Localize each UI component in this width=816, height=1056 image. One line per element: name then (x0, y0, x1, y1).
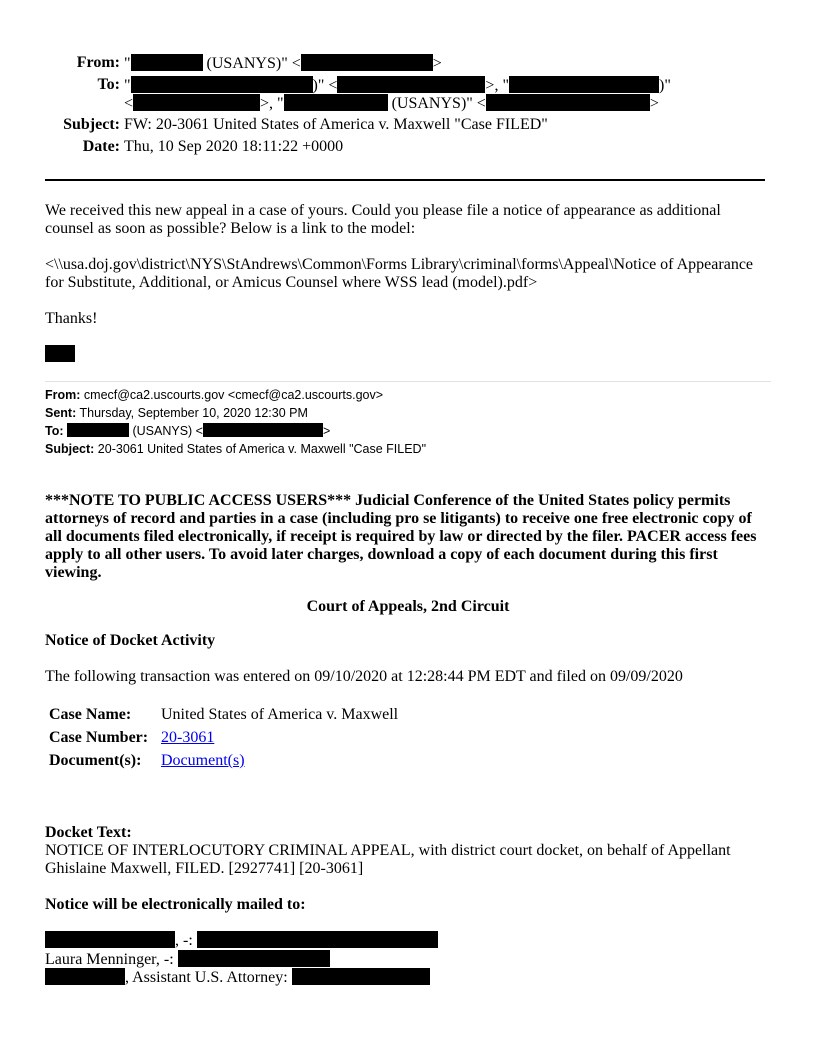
fwd-from-value: cmecf@ca2.uscourts.gov <cmecf@ca2.uscourts.gov> (83, 388, 384, 402)
fwd-sent-label: Sent: (45, 406, 77, 420)
docket-text (45, 842, 731, 878)
signature-redaction (45, 345, 75, 362)
fwd-sent-line (45, 404, 426, 422)
redaction-block (67, 423, 129, 437)
fwd-from-line (45, 386, 426, 404)
to-mid1: )" < (312, 77, 338, 94)
recipient-row-2 (45, 950, 330, 969)
date-value: Thu, 10 Sep 2020 18:11:22 +0000 (124, 138, 344, 155)
redaction-block (203, 423, 323, 437)
fwd-sent-value: Thursday, September 10, 2020 12:30 PM (79, 406, 308, 420)
redaction-block (486, 94, 650, 111)
to-value (124, 76, 671, 95)
header-divider (45, 179, 765, 181)
recipient-row-1 (45, 931, 438, 950)
case-name-label: Case Name: (49, 706, 132, 723)
docket-line: NOTICE OF INTERLOCUTORY CRIMINAL APPEAL, with district court docket, on behalf of Appellant (45, 842, 731, 859)
body-paragraph-2 (45, 256, 753, 292)
note-line: ***NOTE TO PUBLIC ACCESS USERS*** Judicial Conference of the United States policy permits (45, 492, 731, 509)
fwd-from-label: From: (45, 388, 81, 402)
subject-value: FW: 20-3061 United States of America v. Maxwell "Case FILED" (124, 116, 548, 133)
body-line: We received this new appeal in a case of yours. Could you please file a notice of appearance as additional (45, 202, 721, 219)
recipient-row-3 (45, 968, 430, 987)
from-label: From: (76, 54, 120, 71)
forwarded-header (45, 386, 426, 458)
to2-org: (USANYS)" < (387, 95, 486, 112)
note-line: apply to all other users. To avoid later charges, download a copy of each document during this first (45, 546, 718, 563)
fwd-subject-line (45, 440, 426, 458)
redaction-block (133, 94, 260, 111)
body-line: for Substitute, Additional, or Amicus Counsel where WSS lead (model).pdf> (45, 274, 538, 291)
body-line: <\\usa.doj.gov\district\NYS\StAndrews\Common\Forms Library\criminal\forms\Appeal\Notice of Appearance (45, 256, 754, 273)
to2-end: > (649, 95, 659, 112)
to-mid2: >, " (485, 77, 509, 94)
from-value (124, 54, 442, 73)
thanks-text: Thanks! (45, 310, 98, 327)
documents-label: Document(s): (49, 752, 142, 769)
redaction-block (301, 54, 433, 71)
mailed-to-title: Notice will be electronically mailed to: (45, 896, 306, 913)
subject-label: Subject: (63, 116, 120, 133)
redaction-block (197, 931, 438, 948)
to2-mid: >, " (260, 95, 284, 112)
redaction-block (45, 931, 175, 948)
recipient-role: , Assistant U.S. Attorney: (125, 969, 292, 986)
case-name-value: United States of America v. Maxwell (161, 706, 399, 723)
fwd-to-line (45, 422, 426, 440)
court-title: Court of Appeals, 2nd Circuit (306, 598, 510, 615)
to-end1: )" (658, 77, 671, 94)
redaction-block (284, 94, 388, 111)
fwd-to-org: (USANYS) < (129, 424, 203, 438)
note-line: attorneys of record and parties in a case (including pro se litigants) to receive one free electronic copy of (45, 510, 752, 527)
redaction-block (131, 76, 313, 93)
fwd-to-end: > (322, 424, 331, 438)
fwd-subject-label: Subject: (45, 442, 95, 456)
to-value-cont (124, 94, 659, 113)
public-access-note (45, 492, 756, 582)
docket-activity-title: Notice of Docket Activity (45, 632, 216, 649)
redaction-block (509, 76, 659, 93)
body-paragraph-1 (45, 202, 721, 238)
forward-divider (45, 381, 771, 382)
to-label: To: (97, 76, 120, 93)
body-line: counsel as soon as possible? Below is a link to the model: (45, 220, 416, 237)
recipient-sep: , -: (175, 932, 197, 949)
redaction-block (45, 968, 125, 985)
from-org: (USANYS)" < (202, 55, 301, 72)
to2-start: < (124, 95, 134, 112)
case-number-link[interactable]: 20-3061 (161, 729, 215, 746)
note-line: viewing. (45, 564, 102, 581)
redaction-block (292, 968, 430, 985)
fwd-subject-value: 20-3061 United States of America v. Maxwell "Case FILED" (97, 442, 427, 456)
docket-line: Ghislaine Maxwell, FILED. [2927741] [20-3061] (45, 860, 364, 877)
documents-link[interactable]: Document(s) (161, 752, 245, 769)
redaction-block (131, 54, 203, 71)
transaction-text: The following transaction was entered on 09/10/2020 at 12:28:44 PM EDT and filed on 09/09/2020 (45, 668, 683, 685)
docket-text-label: Docket Text: (45, 824, 132, 841)
date-label: Date: (82, 138, 120, 155)
redaction-block (178, 950, 330, 967)
from-quote: " (124, 55, 131, 72)
redaction-block (337, 76, 485, 93)
recipient-name: Laura Menninger, -: (45, 951, 178, 968)
to-quote: " (124, 77, 131, 94)
case-number-label: Case Number: (49, 729, 149, 746)
fwd-to-label: To: (45, 424, 64, 438)
note-line: all documents filed electronically, if receipt is required by law or directed by the filer. PACER access fees (45, 528, 757, 545)
from-end: > (432, 55, 442, 72)
